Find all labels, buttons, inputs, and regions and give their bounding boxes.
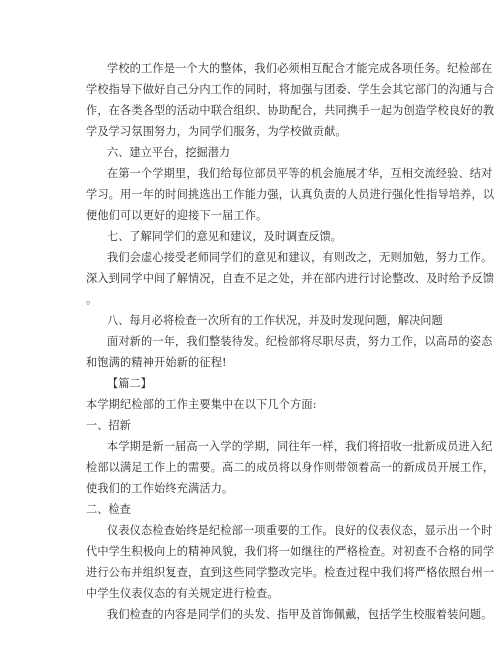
text-line: 中学生仪表仪态的有关规定进行检查。 bbox=[86, 587, 279, 600]
section-marker: 【篇二】 bbox=[107, 377, 152, 390]
text-line: 检部以满足工作上的需要。高二的成员将以身作则带领着高一的新成员开展工作， bbox=[86, 461, 495, 474]
text-line: 本学期纪检部的工作主要集中在以下几个方面: bbox=[86, 398, 317, 411]
text-line: 学校指导下做好自己分内工作的同时，将加强与团委、学生会其它部门的沟通与合 bbox=[86, 83, 495, 96]
text-line: 仪表仪态检查始终是纪检部一项重要的工作。良好的仪表仪态，显示出一个时 bbox=[107, 524, 493, 537]
text-line: 便他们可以更好的迎接下一届工作。 bbox=[86, 209, 268, 222]
text-line: 。 bbox=[86, 293, 98, 306]
text-line: 学校的工作是一个大的整体，我们必须相互配合才能完成各项任务。纪检部在 bbox=[107, 62, 493, 75]
section-heading: 六、建立平台，挖掘潜力 bbox=[107, 146, 231, 159]
text-line: 学及学习氛围努力，为同学们服务，为学校做贡献。 bbox=[86, 125, 347, 138]
text-line: 代中学生积极向上的精神风貌，我们将一如继往的严格检查。对初查不合格的同学 bbox=[86, 545, 495, 558]
section-heading: 八、每月必将检查一次所有的工作状况，并及时发现问题，解决问题 bbox=[107, 314, 443, 327]
section-heading: 二、检查 bbox=[86, 503, 131, 516]
text-line: 我们检查的内容是同学们的头发、指甲及首饰佩戴，包括学生校服着装问题。 bbox=[107, 608, 493, 621]
text-line: 面对新的一年，我们整装待发。纪检部将尽职尽责，努力工作，以高昂的姿态 bbox=[107, 335, 493, 348]
text-line: 在第一个学期里，我们给每位部员平等的机会施展才华，互相交流经验、结对 bbox=[107, 167, 493, 180]
section-heading: 七、了解同学们的意见和建议，及时调查反馈。 bbox=[107, 230, 342, 243]
text-line: 学习。用一年的时间挑选出工作能力强，认真负责的人员进行强化性指导培养，以 bbox=[86, 188, 495, 201]
text-line: 本学期是新一届高一入学的学期，同往年一样，我们将招收一批新成员进入纪 bbox=[107, 440, 493, 453]
text-line: 使我们的工作始终充满活力。 bbox=[86, 482, 234, 495]
text-line: 深入到同学中间了解情况，自查不足之处，并在部内进行讨论整改、及时给予反馈 bbox=[86, 272, 495, 285]
text-line: 我们会虚心接受老师同学们的意见和建议，有则改之，无则加勉，努力工作。 bbox=[107, 251, 493, 264]
section-heading: 一、招新 bbox=[86, 419, 131, 432]
text-line: 和饱满的精神开始新的征程! bbox=[86, 356, 227, 369]
text-line: 作，在各类各型的活动中联合组织、协助配合，共同携手一起为创造学校良好的教 bbox=[86, 104, 495, 117]
text-line: 进行公布并组织复查，直到这些同学整改完毕。检查过程中我们将严格依照台州一 bbox=[86, 566, 495, 579]
